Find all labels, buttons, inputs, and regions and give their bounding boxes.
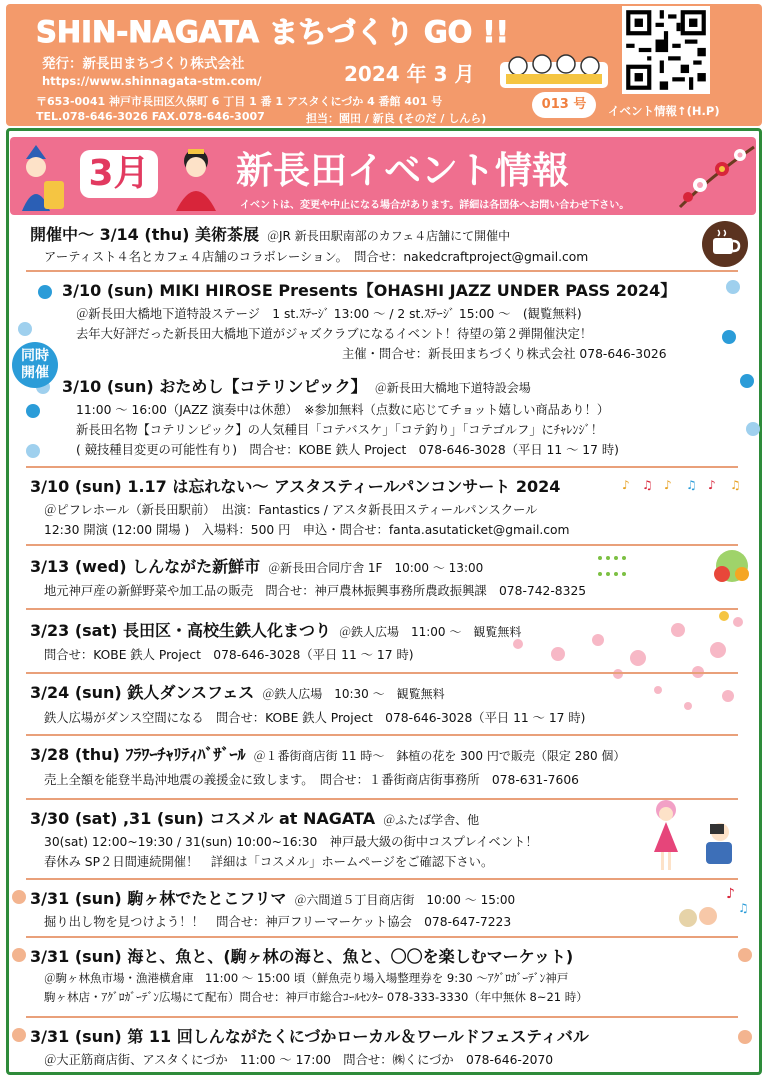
event-title-row — [30, 1024, 589, 1047]
qr-caption: イベント情報↑(H.P) — [608, 104, 720, 118]
event-detail: 問合せ：KOBE 鉄人 Project 078-646-3028（平日 11 ～ 17 時) — [44, 648, 414, 662]
event-title-row — [62, 374, 531, 397]
event-title: 3/24 (sun) 鉄人ダンスフェス — [30, 683, 255, 702]
separator — [26, 1016, 738, 1018]
music-notes-icon — [620, 476, 756, 492]
event-venue: ＠新長田合同庁舎 1F 10:00 ～ 13:00 — [268, 561, 484, 575]
bullet-dot-icon — [740, 374, 754, 388]
event-title-row — [62, 278, 676, 301]
vegetables-icon — [594, 548, 754, 584]
event-title-row — [30, 554, 483, 577]
separator — [26, 878, 738, 880]
bullet-dot-icon — [26, 444, 40, 458]
event-venue: ＠ふたば学舎、他 — [383, 813, 480, 827]
simul-line-1: 同時 — [21, 348, 49, 364]
event-detail: ＠ピフレホール（新長田駅前） 出演：Fantastics / アスタ新長田スティールパンスクール — [44, 503, 538, 517]
separator — [26, 544, 738, 546]
event-title-row — [30, 886, 515, 909]
month-badge — [80, 150, 158, 198]
bullet-dot-icon — [12, 890, 26, 904]
contact-person: 担当：園田 / 新良 (そのだ / しんら) — [306, 112, 487, 125]
bullet-dot-icon — [18, 322, 32, 336]
bullet-dot-icon — [738, 1030, 752, 1044]
svg-text:♪: ♪ — [622, 478, 630, 492]
plum-blossom-icon — [670, 137, 756, 215]
issue-date: 2024 年 3 月 — [344, 62, 475, 86]
event-venue: ＠鉄人広場 11:00 ～ 観覧無料 — [338, 625, 522, 639]
hina-doll-icon — [170, 143, 226, 213]
event-venue: ＠新長田大橋地下道特設会場 — [374, 381, 531, 395]
separator — [26, 936, 738, 938]
event-detail: ＠大正筋商店街、アスタくにづか 11:00 ～ 17:00 問合せ：㈱くにづか 078-646-2070 — [44, 1053, 554, 1067]
event-title: 3/28 (thu) ﾌﾗﾜｰﾁｬﾘﾃｨﾊﾞｻﾞｰﾙ — [30, 745, 246, 764]
svg-text:♫: ♫ — [686, 478, 697, 492]
event-title: 3/30 (sat) ,31 (sun) コスメル at NAGATA — [30, 809, 376, 828]
event-venue: ＠六間道５丁目商店街 10:00 ～ 15:00 — [294, 893, 516, 907]
separator — [26, 608, 738, 610]
event-detail: 駒ヶ林店・ｱｸﾞﾛｶﾞｰﾃﾞﾝ広場にて配布）問合せ：神戸市総合ｺｰﾙｾﾝﾀｰ 078-333-3330（年中無休 8~21 時） — [44, 990, 588, 1004]
qr-code-icon[interactable] — [622, 6, 710, 94]
event-title: 3/10 (sun) おためし【コテリンピック】 — [62, 377, 367, 396]
event-title-row — [30, 944, 573, 967]
simultaneous-badge — [12, 342, 58, 388]
event-detail: 主催・問合せ：新長田まちづくり株式会社 078-646-3026 — [342, 347, 667, 361]
event-detail: 掘り出し物を見つけよう！！ 問合せ：神戸フリーマーケット協会 078-647-7223 — [44, 915, 512, 929]
newsletter-title: SHIN-NAGATA まちづくり GO !! — [36, 15, 509, 49]
separator — [26, 672, 738, 674]
bullet-dot-icon — [26, 404, 40, 418]
event-venue: ＠１番街商店街 11 時～ 鉢植の花を 300 円で販売（限定 280 個） — [253, 749, 626, 763]
svg-text:♫: ♫ — [642, 478, 653, 492]
event-title: 3/10 (sun) MIKI HIROSE Presents【OHASHI JAZZ UNDER PASS 2024】 — [62, 281, 677, 300]
separator — [26, 270, 738, 272]
event-title-row — [30, 474, 560, 497]
event-title: 3/31 (sun) 海と、魚と、(駒ヶ林の海と、魚と、〇〇を楽しむマーケット) — [30, 947, 574, 966]
event-detail: 売上全額を能登半島沖地震の義援金に致します。 問合せ：１番街商店街事務所 078-631-7606 — [44, 773, 579, 787]
event-detail: ＠駒ヶ林魚市場・漁港横倉庫 11:00 ～ 15:00 頃（鮮魚売り場入場整理券を 9:30 ～ｱｸﾞﾛｶﾞｰﾃﾞﾝ神戸 — [44, 971, 569, 985]
event-title-row — [30, 680, 445, 703]
event-detail: 春休み SP２日間連続開催！ 詳細は「コスメル」ホームページをご確認下さい。 — [44, 855, 494, 869]
event-title-row — [30, 222, 510, 245]
event-title: 3/31 (sun) 第 11 回しんながたくにづかローカル＆ワールドフェスティバル — [30, 1027, 589, 1046]
separator — [26, 798, 738, 800]
separator — [26, 734, 738, 736]
event-detail: 11:00 ～ 16:00（JAZZ 演奏中は休憩） ※参加無料（点数に応じてチョット嬉しい商品あり！） — [76, 403, 610, 417]
bullet-dot-icon — [12, 948, 26, 962]
svg-text:♪: ♪ — [708, 478, 716, 492]
hina-doll-icon — [18, 141, 82, 213]
coffee-cup-icon — [700, 220, 750, 268]
event-detail: ＠新長田大橋地下道特設ステージ 1 st.ｽﾃｰｼﾞ 13:00 ～ / 2 st.ｽﾃｰｼﾞ 15:00 ～ (観覧無料) — [76, 307, 582, 321]
bullet-dot-icon — [746, 422, 760, 436]
event-title-row — [30, 806, 479, 829]
event-title-row — [30, 742, 625, 765]
svg-text:♪: ♪ — [726, 886, 735, 902]
tel-fax: TEL.078-646-3026 FAX.078-646-3007 — [36, 110, 265, 123]
event-detail: 去年大好評だった新長田大橋地下道がジャズクラブになるイベント！待望の第２弾開催決定！ — [76, 327, 593, 341]
separator — [26, 466, 738, 468]
website-url[interactable]: https://www.shinnagata-stm.com/ — [42, 74, 262, 88]
event-title: 3/31 (sun) 駒ヶ林でたとこフリマ — [30, 889, 287, 908]
event-detail: 鉄人広場がダンス空間になる 問合せ：KOBE 鉄人 Project 078-646-3028（平日 11 ～ 17 時) — [44, 711, 586, 725]
bullet-dot-icon — [726, 280, 740, 294]
banner-title: 新長田イベント情報 — [236, 149, 569, 192]
svg-text:♫: ♫ — [730, 478, 741, 492]
event-title: 3/13 (wed) しんながた新鮮市 — [30, 557, 261, 576]
svg-text:♫: ♫ — [738, 901, 749, 915]
publisher: 発行：新長田まちづくり株式会社 — [42, 56, 245, 72]
event-detail: 地元神戸産の新鮮野菜や加工品の販売 問合せ：神戸農林振興事務所農政振興課 078-742-8325 — [44, 584, 587, 598]
event-detail: 12:30 開演 (12:00 開場 ) 入場料：500 円 申込・問合せ：fanta.asutaticket@gmail.com — [44, 523, 570, 537]
svg-text:♪: ♪ — [664, 478, 672, 492]
month-label: 3月 — [88, 153, 150, 194]
event-detail: アーティスト４名とカフェ４店舗のコラボレーション。 問合せ：nakedcraftproject@gmail.com — [44, 250, 589, 264]
music-notes-icon — [676, 878, 752, 932]
event-detail: 30(sat) 12:00~19:30 / 31(sun) 10:00~16:30 神戸最大級の街中コスプレイベント！ — [44, 835, 538, 849]
event-title: 開催中～ 3/14 (thu) 美術茶展 — [30, 225, 260, 244]
event-detail: ( 競技種目変更の可能性有り) 問合せ：KOBE 鉄人 Project 078-646-3028（平日 11 ～ 17 時) — [76, 443, 619, 457]
event-venue: ＠JR 新長田駅南部のカフェ４店舗にて開催中 — [267, 229, 511, 243]
event-title-row — [30, 618, 521, 641]
event-venue: ＠鉄人広場 10:30 ～ 観覧無料 — [262, 687, 445, 701]
mascot-illustration-icon — [498, 48, 610, 90]
issue-number-badge: 013 号 — [532, 92, 596, 118]
event-title: 3/23 (sat) 長田区・高校生鉄人化まつり — [30, 621, 331, 640]
bullet-dot-icon — [38, 285, 52, 299]
simul-line-2: 開催 — [21, 365, 49, 381]
event-detail: 新長田名物【コテリンピック】の人気種目「コテバスケ」「コテ釣り」「コテゴルフ」にﾁｬﾚﾝｼﾞ！ — [76, 423, 604, 437]
event-title: 3/10 (sun) 1.17 は忘れない～ アスタスティールパンコンサート 2024 — [30, 477, 561, 496]
bullet-dot-icon — [722, 330, 736, 344]
bullet-dot-icon — [738, 948, 752, 962]
cosplay-icon — [644, 796, 748, 876]
banner-note: イベントは、変更や中止になる場合があります。詳細は各団体へお問い合わせ下さい。 — [240, 200, 630, 211]
address: 〒653-0041 神戸市長田区久保町 6 丁目 1 番 1 アスタくにづか 4 番館 401 号 — [36, 95, 443, 108]
bullet-dot-icon — [12, 1028, 26, 1042]
flower-pattern-icon — [498, 610, 754, 716]
